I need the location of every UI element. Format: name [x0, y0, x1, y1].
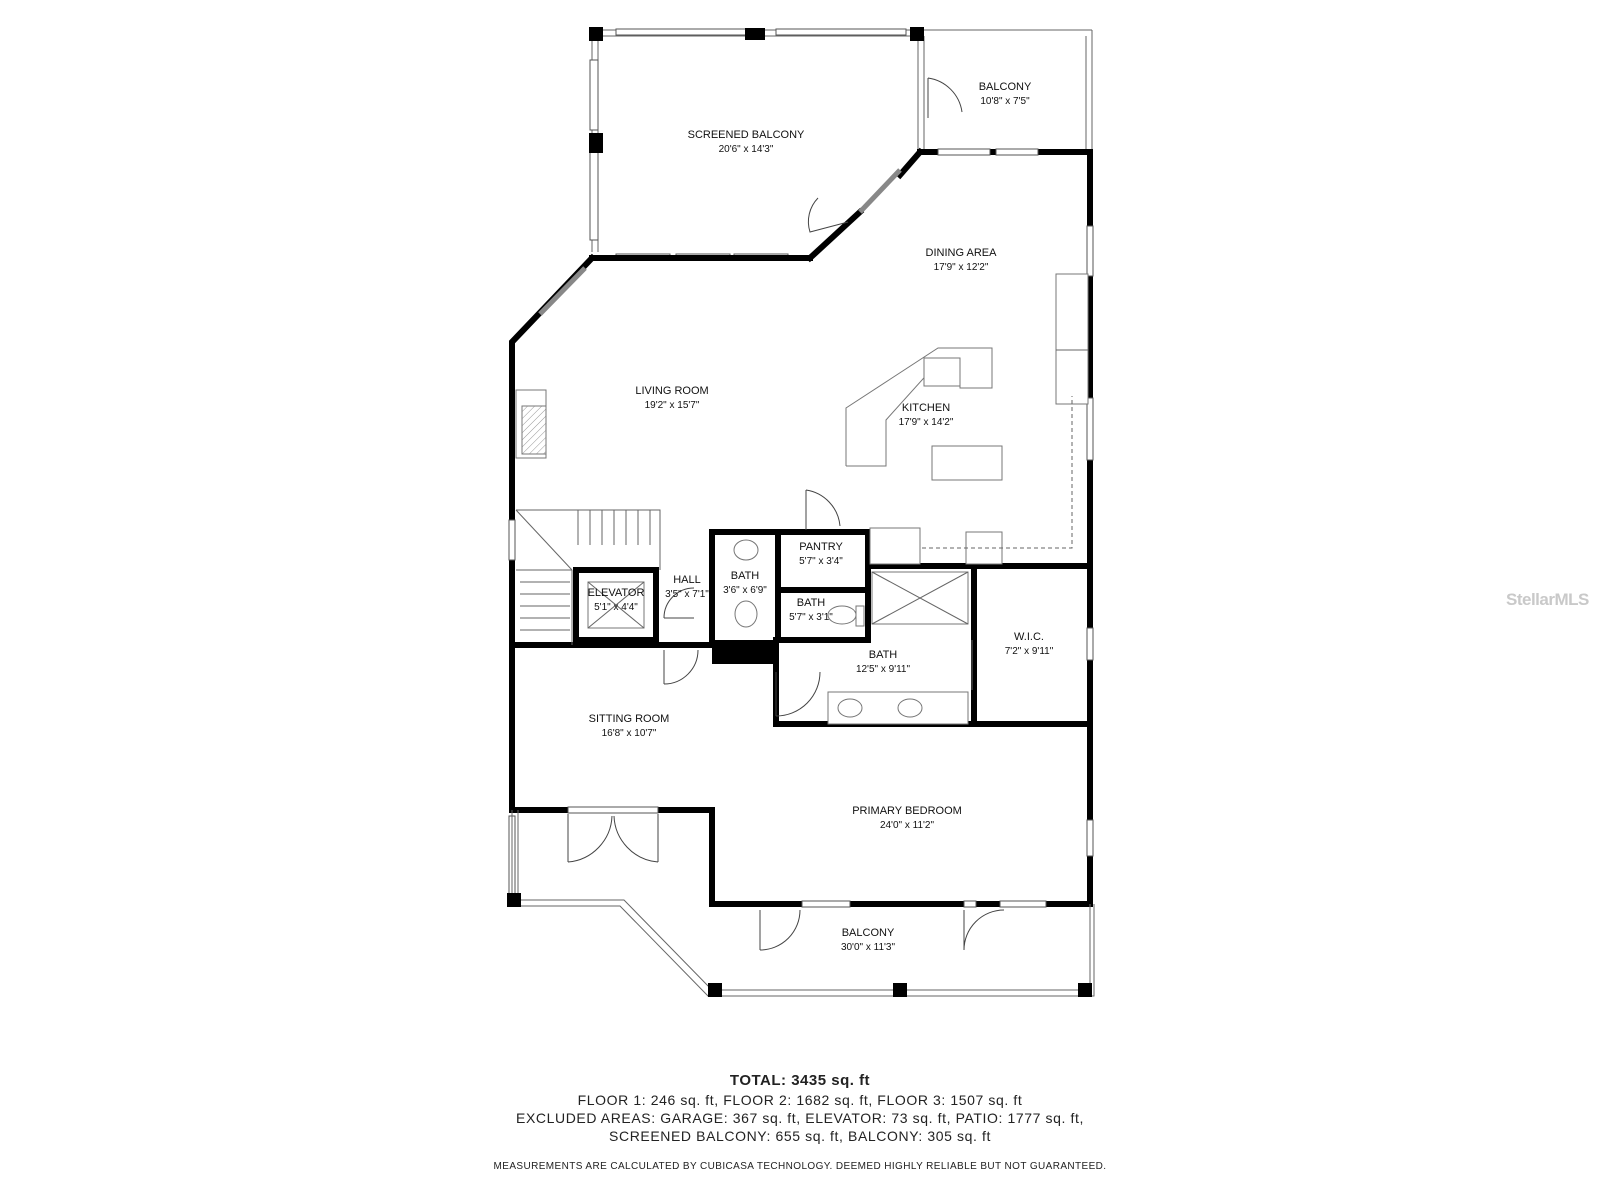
balcony-bottom-name: BALCONY [841, 927, 895, 939]
sitting-room-dims: 16'8" x 10'7" [601, 728, 657, 739]
balcony-bottom-dims: 30'0" x 11'3" [840, 942, 896, 953]
floor-areas: FLOOR 1: 246 sq. ft, FLOOR 2: 1682 sq. ft, FLOOR 3: 1507 sq. ft [577, 1092, 1023, 1108]
post [910, 27, 924, 41]
pantry-name: PANTRY [799, 541, 843, 553]
bath-mid-dims: 5'7" x 3'1" [789, 612, 833, 623]
living-room-name: LIVING ROOM [635, 385, 709, 397]
kitchen-name: KITCHEN [901, 402, 951, 414]
post [589, 133, 603, 153]
excluded-areas: EXCLUDED AREAS: GARAGE: 367 sq. ft, ELEVATOR: 73 sq. ft, PATIO: 1777 sq. ft, [516, 1110, 1084, 1126]
screened-balcony-name: SCREENED BALCONY [687, 129, 805, 141]
total-area: TOTAL: 3435 sq. ft [729, 1072, 871, 1089]
living-room-dims: 19'2" x 15'7" [644, 400, 700, 411]
dining-area-dims: 17'9" x 12'2" [933, 262, 989, 273]
kitchen-dims: 17'9" x 14'2" [898, 417, 954, 428]
post [745, 28, 765, 40]
screened-balcony-dims: 20'6" x 14'3" [718, 144, 774, 155]
sitting-room-name: SITTING ROOM [588, 713, 670, 725]
post [589, 27, 603, 41]
doors [568, 78, 1004, 950]
balcony-top-name: BALCONY [978, 81, 1032, 93]
elevator-name: ELEVATOR [587, 587, 645, 599]
elevator-dims: 5'1" x 4'4" [594, 602, 638, 613]
excluded-areas-cont: SCREENED BALCONY: 655 sq. ft, BALCONY: 305 sq. ft [609, 1128, 991, 1144]
bath-small-dims: 3'6" x 6'9" [723, 585, 767, 596]
bath-main-dims: 12'5" x 9'11" [855, 664, 911, 675]
screened-balcony-outline [592, 30, 1092, 252]
kitchen-island [932, 446, 1002, 480]
bath-mid-name: BATH [796, 597, 826, 609]
hall-dims: 3'5" x 7'1" [665, 589, 709, 600]
wic-name: W.I.C. [1014, 631, 1044, 643]
bath-small-name: BATH [730, 570, 760, 582]
primary-bedroom-name: PRIMARY BEDROOM [852, 805, 962, 817]
primary-bedroom-dims: 24'0" x 11'2" [879, 820, 935, 831]
dining-area-name: DINING AREA [925, 247, 997, 259]
disclaimer: MEASUREMENTS ARE CALCULATED BY CUBICASA TECHNOLOGY. DEEMED HIGHLY RELIABLE BUT NOT GUARANTEED. [493, 1161, 1107, 1172]
wic-dims: 7'2" x 9'11" [1004, 646, 1054, 657]
balcony-top-dims: 10'8" x 7'5" [980, 96, 1030, 107]
watermark: StellarMLS [1506, 590, 1589, 609]
kitchen-counter [846, 274, 1088, 564]
pantry-dims: 5'7" x 3'4" [799, 556, 843, 567]
bath-main-name: BATH [868, 649, 898, 661]
hall-name: HALL [673, 574, 701, 586]
